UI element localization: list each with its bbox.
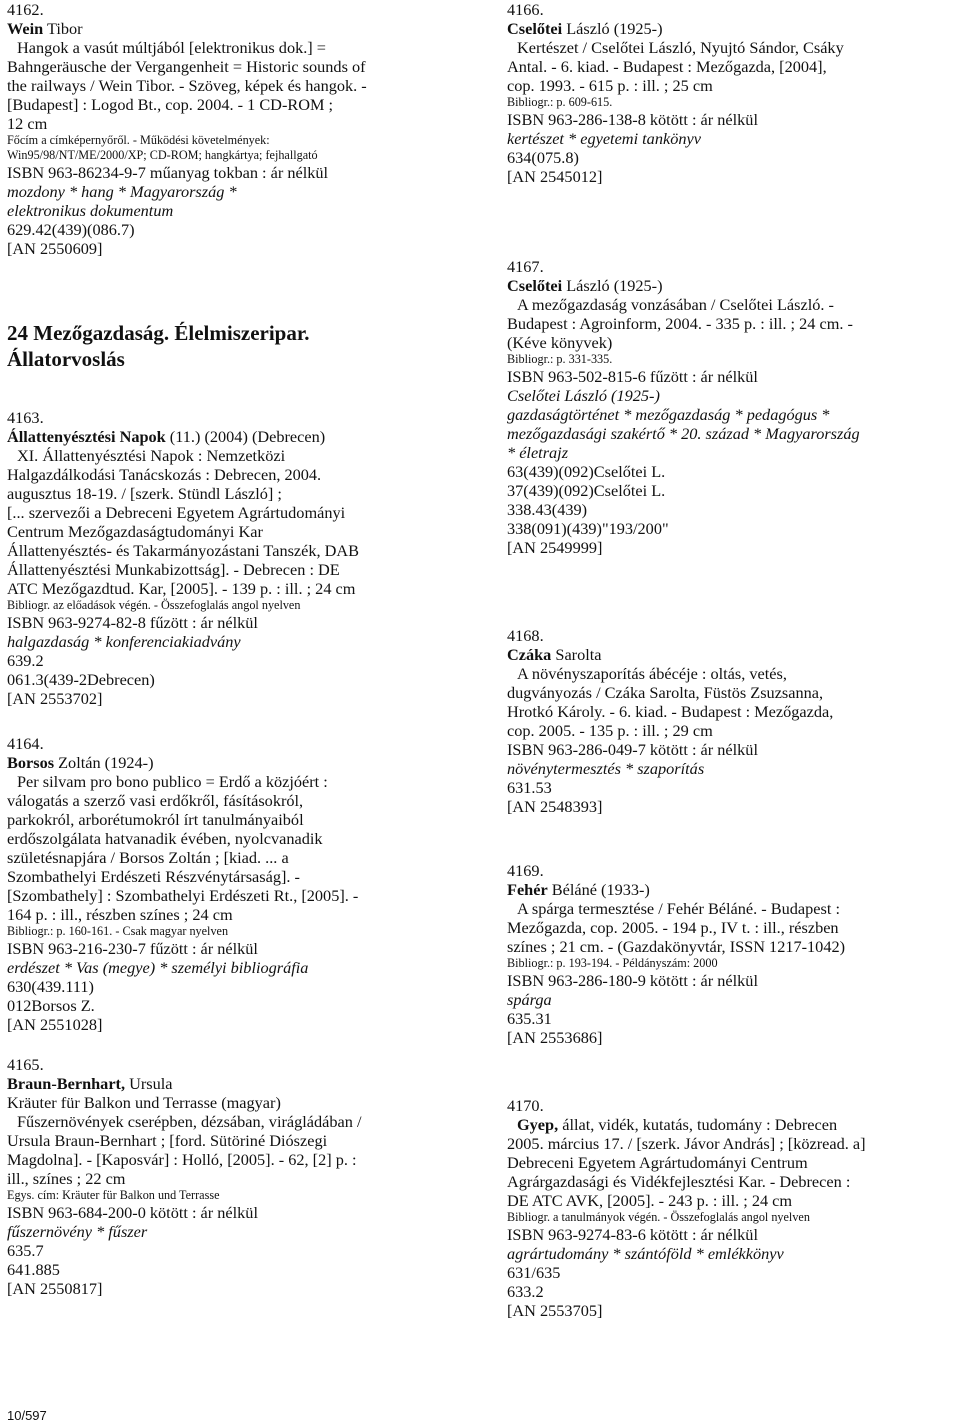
entry-subjects: mozdony * hang * Magyarország * — [7, 182, 237, 201]
entry-an: [AN 2550817] — [7, 1279, 103, 1298]
entry-number: 4164. — [7, 734, 44, 753]
entry-an: [AN 2548393] — [507, 797, 603, 816]
entry-title-line: színes ; 21 cm. - (Gazdakönyvtár, ISSN 1217-1042) — [507, 937, 846, 956]
entry-subjects: elektronikus dokumentum — [7, 201, 174, 220]
entry-number: 4163. — [7, 408, 44, 427]
entry-title-line: erdőszolgálata hatvanadik évében, nyolcvanadik — [7, 829, 323, 848]
entry-title-line: Centrum Mezőgazdaságtudományi Kar — [7, 522, 263, 541]
entry-udc: 629.42(439)(086.7) — [7, 220, 135, 239]
entry-title-line: A spárga termesztése / Fehér Béláné. - Budapest : — [517, 899, 840, 918]
entry-an: [AN 2553686] — [507, 1028, 603, 1047]
entry-title-line: [Budapest] : Logod Bt., cop. 2004. - 1 CD-ROM ; — [7, 95, 334, 114]
entry-an: [AN 2553705] — [507, 1301, 603, 1320]
entry-udc: 012Borsos Z. — [7, 996, 95, 1015]
entry-title-line: parkokról, arborétumokról írt tanulmányaiból — [7, 810, 304, 829]
entry-author: Borsos Zoltán (1924-) — [7, 753, 154, 772]
entry-4163 — [7, 408, 469, 708]
entry-title-line: cop. 2005. - 135 p. : ill. ; 29 cm — [507, 721, 713, 740]
entry-title-line: Hrotkó Károly. - 6. kiad. - Budapest : Mezőgazda, — [507, 702, 834, 721]
entry-title-line: születésnapjára / Borsos Zoltán ; [kiad. ... a — [7, 848, 289, 867]
entry-title-line: Per silvam pro bono publico = Erdő a közjóért : — [17, 772, 328, 791]
entry-udc: 639.2 — [7, 651, 44, 670]
entry-an: [AN 2550609] — [7, 239, 103, 258]
entry-title-line: Állattenyésztés- és Takarmányozástani Tanszék, DAB — [7, 541, 360, 560]
page-footer: 10/597 — [7, 1408, 47, 1423]
entry-subjects: * életrajz — [507, 443, 569, 462]
entry-title-line: [... szervezői a Debreceni Egyetem Agrártudományi — [7, 503, 346, 522]
entry-subjects: erdészet * Vas (megye) * személyi bibliográfia — [7, 958, 309, 977]
entry-number: 4166. — [507, 0, 544, 19]
entry-note: Egys. cím: Kräuter für Balkon und Terrasse — [7, 1188, 220, 1202]
entry-note: Bibliogr. az előadások végén. - Összefoglalás angol nyelven — [7, 598, 301, 612]
entry-udc: 631.53 — [507, 778, 552, 797]
entry-uniform-title: Kräuter für Balkon und Terrasse (magyar) — [7, 1093, 281, 1112]
entry-udc: 338.43(439) — [507, 500, 588, 519]
entry-title-line: Hangok a vasút múltjából [elektronikus dok.] = — [17, 38, 326, 57]
entry-author: Gyep, állat, vidék, kutatás, tudomány : Debrecen — [517, 1115, 838, 1134]
entry-title-line: the railways / Wein Tibor. - Szöveg, képek és hangok. - — [7, 76, 367, 95]
entry-title-line: Agrárgazdasági és Vidékfejlesztési Kar. - Debrecen : — [507, 1172, 851, 1191]
entry-title-line: Fűszernövények cserépben, dézsában, virágládában / — [17, 1112, 362, 1131]
entry-title-line: Budapest : Agroinform, 2004. - 335 p. : ill. ; 24 cm. - — [507, 314, 853, 333]
entry-number: 4169. — [507, 861, 544, 880]
entry-title-line: XI. Állattenyésztési Napok : Nemzetközi — [17, 446, 286, 465]
entry-subjects: spárga — [507, 990, 552, 1009]
entry-number: 4167. — [507, 257, 544, 276]
entry-author: Cselőtei László (1925-) — [507, 19, 663, 38]
entry-title-line: Kertészet / Cselőtei László, Nyujtó Sándor, Csáky — [517, 38, 844, 57]
entry-4166 — [507, 0, 955, 186]
entry-title-line: 164 p. : ill., részben színes ; 24 cm — [7, 905, 233, 924]
entry-title-line: augusztus 18-19. / [szerk. Stündl László] ; — [7, 484, 282, 503]
entry-an: [AN 2549999] — [507, 538, 603, 557]
entry-subjects: agrártudomány * szántóföld * emlékkönyv — [507, 1244, 784, 1263]
entry-title-line: ill., színes ; 22 cm — [7, 1169, 126, 1188]
entry-udc: 635.7 — [7, 1241, 44, 1260]
entry-subjects: mezőgazdasági szakértő * 20. század * Magyarország — [507, 424, 860, 443]
entry-4165 — [7, 1055, 469, 1298]
entry-note: Bibliogr.: p. 193-194. - Példányszám: 2000 — [507, 956, 718, 970]
entry-title-line: dugványozás / Czáka Sarolta, Füstös Zsuzsanna, — [507, 683, 824, 702]
entry-subjects: halgazdaság * konferenciakiadvány — [7, 632, 241, 651]
entry-title-line: ATC Mezőgazdtud. Kar, [2005]. - 139 p. : ill. ; 24 cm — [7, 579, 356, 598]
entry-isbn: ISBN 963-216-230-7 fűzött : ár nélkül — [7, 939, 258, 958]
entry-author: Cselőtei László (1925-) — [507, 276, 663, 295]
entry-number: 4162. — [7, 0, 44, 19]
entry-4164 — [7, 734, 469, 1034]
entry-title-line: válogatás a szerző vasi erdőkről, fásításokról, — [7, 791, 304, 810]
entry-title-line: 12 cm — [7, 114, 48, 133]
entry-title-line: cop. 1993. - 615 p. : ill. ; 25 cm — [507, 76, 713, 95]
entry-title-line: 2005. március 17. / [szerk. Jávor András] ; [közread. a] — [507, 1134, 866, 1153]
entry-title-line: (Kéve könyvek) — [507, 333, 613, 352]
entry-udc: 061.3(439-2Debrecen) — [7, 670, 155, 689]
entry-number: 4170. — [507, 1096, 544, 1115]
entry-an: [AN 2553702] — [7, 689, 103, 708]
entry-number: 4165. — [7, 1055, 44, 1074]
entry-subjects: kertészet * egyetemi tankönyv — [507, 129, 701, 148]
entry-an: [AN 2551028] — [7, 1015, 103, 1034]
entry-isbn: ISBN 963-286-138-8 kötött : ár nélkül — [507, 110, 758, 129]
entry-title-line: Bahngeräusche der Vergangenheit = Historic sounds of — [7, 57, 366, 76]
entry-isbn: ISBN 963-286-180-9 kötött : ár nélkül — [507, 971, 758, 990]
entry-4162 — [7, 0, 469, 258]
entry-4169 — [507, 861, 955, 1047]
entry-title-line: A mezőgazdaság vonzásában / Cselőtei László. - — [517, 295, 834, 314]
entry-isbn: ISBN 963-502-815-6 fűzött : ár nélkül — [507, 367, 758, 386]
entry-author: Fehér Béláné (1933-) — [507, 880, 650, 899]
entry-note: Bibliogr.: p. 331-335. — [507, 352, 613, 366]
entry-isbn: ISBN 963-9274-82-8 fűzött : ár nélkül — [7, 613, 258, 632]
entry-title-line: Halgazdálkodási Tanácskozás : Debrecen, 2004. — [7, 465, 322, 484]
entry-author: Braun-Bernhart, Ursula — [7, 1074, 173, 1093]
entry-title-line: A növényszaporítás ábécéje : oltás, vetés, — [517, 664, 787, 683]
entry-note: Win95/98/NT/ME/2000/XP; CD-ROM; hangkártya; fejhallgató — [7, 148, 318, 162]
entry-note: Főcím a címképernyőről. - Működési követelmények: — [7, 133, 270, 147]
entry-subjects: növénytermesztés * szaporítás — [507, 759, 705, 778]
entry-udc: 634(075.8) — [507, 148, 579, 167]
entry-udc: 338(091)(439)"193/200" — [507, 519, 669, 538]
entry-title-line: Mezőgazda, cop. 2005. - 194 p., IV t. : ill., részben — [507, 918, 839, 937]
entry-note: Bibliogr. a tanulmányok végén. - Összefoglalás angol nyelven — [507, 1210, 810, 1224]
entry-number: 4168. — [507, 626, 544, 645]
entry-an: [AN 2545012] — [507, 167, 603, 186]
entry-title-line: Debreceni Egyetem Agrártudományi Centrum — [507, 1153, 808, 1172]
entry-subjects: fűszernövény * fűszer — [7, 1222, 148, 1241]
entry-subjects: gazdaságtörténet * mezőgazdaság * pedagógus * — [507, 405, 830, 424]
entry-isbn: ISBN 963-9274-83-6 kötött : ár nélkül — [507, 1225, 758, 1244]
entry-udc: 635.31 — [507, 1009, 552, 1028]
entry-title-line: Antal. - 6. kiad. - Budapest : Mezőgazda, [2004], — [507, 57, 827, 76]
entry-4167 — [507, 257, 955, 557]
entry-isbn: ISBN 963-86234-9-7 műanyag tokban : ár nélkül — [7, 163, 329, 182]
entry-author: Czáka Sarolta — [507, 645, 602, 664]
entry-note: Bibliogr.: p. 160-161. - Csak magyar nyelven — [7, 924, 229, 938]
entry-title-line: Szombathelyi Erdészeti Részvénytársaság]. - — [7, 867, 300, 886]
section-heading: Állatorvoslás — [7, 347, 125, 371]
entry-4170 — [507, 1096, 955, 1320]
entry-4168 — [507, 626, 955, 816]
entry-title-line: [Szombathely] : Szombathelyi Erdészeti Rt., [2005]. - — [7, 886, 359, 905]
entry-subjects: Cselőtei László (1925-) — [507, 386, 660, 405]
entry-author: Wein Tibor — [7, 19, 83, 38]
entry-udc: 63(439)(092)Cselőtei L. — [507, 462, 666, 481]
entry-isbn: ISBN 963-684-200-0 kötött : ár nélkül — [7, 1203, 258, 1222]
entry-udc: 641.885 — [7, 1260, 60, 1279]
entry-author: Állattenyésztési Napok (11.) (2004) (Debrecen) — [7, 427, 326, 446]
entry-title-line: Ursula Braun-Bernhart ; [ford. Sütöriné Diószegi — [7, 1131, 328, 1150]
entry-udc: 633.2 — [507, 1282, 544, 1301]
entry-title-line: Magdolna]. - [Kaposvár] : Holló, [2005]. - 62, [2] p. : — [7, 1150, 357, 1169]
section-heading: 24 Mezőgazdaság. Élelmiszeripar. — [7, 321, 310, 345]
entry-udc: 37(439)(092)Cselőtei L. — [507, 481, 666, 500]
entry-title-line: DE ATC AVK, [2005]. - 243 p. : ill. ; 24 cm — [507, 1191, 793, 1210]
entry-note: Bibliogr.: p. 609-615. — [507, 95, 613, 109]
entry-title-line: Állattenyésztési Munkabizottság]. - Debrecen : DE — [7, 560, 340, 579]
entry-udc: 630(439.111) — [7, 977, 94, 996]
entry-isbn: ISBN 963-286-049-7 kötött : ár nélkül — [507, 740, 758, 759]
entry-udc: 631/635 — [507, 1263, 561, 1282]
